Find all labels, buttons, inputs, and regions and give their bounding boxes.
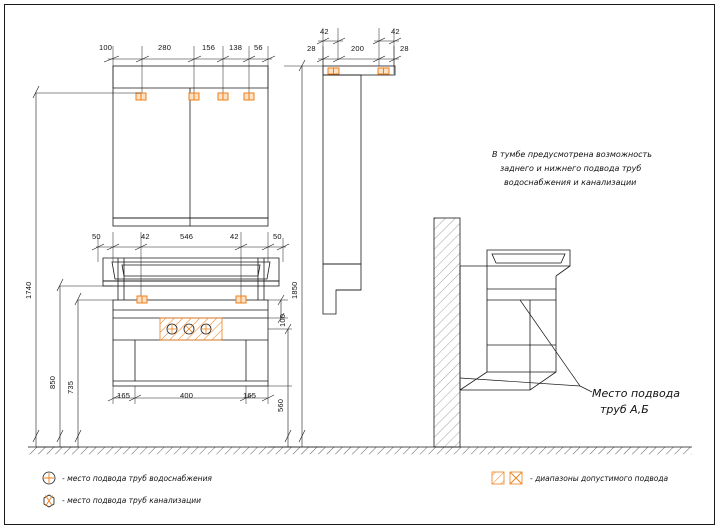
callout-line-2: труб А,Б: [600, 403, 649, 416]
note-line-2: заднего и нижнего подвода труб: [500, 164, 642, 173]
dim-front-bottom-400: 400: [180, 391, 194, 400]
dim-vert-850: 850: [48, 375, 57, 389]
dim-front-bottom-165-left: 165: [117, 391, 131, 400]
note-line-1: В тумбе предусмотрена возможность: [492, 150, 652, 159]
dim-front-mid-50-left: 50: [92, 232, 101, 241]
dim-front-top-156: 156: [202, 43, 216, 52]
dim-side-top-200: 200: [351, 44, 365, 53]
note-line-3: водоснабжения и канализации: [504, 178, 637, 187]
dim-side-top-42-left: 42: [320, 27, 329, 36]
callout-line-1: Место подвода: [592, 387, 681, 400]
legend-item-water: - место подвода труб водоснабжения: [62, 474, 212, 483]
dim-side-top-28-left: 28: [307, 44, 316, 53]
dim-vert-100: 100: [278, 313, 287, 327]
dim-vert-560: 560: [276, 398, 285, 412]
legend-item-sewer: - место подвода труб канализации: [62, 496, 201, 505]
dim-front-top-100: 100: [99, 43, 113, 52]
dim-front-top-280: 280: [158, 43, 172, 52]
dim-front-mid-42-left: 42: [141, 232, 150, 241]
dim-front-mid-50-right: 50: [273, 232, 282, 241]
dim-front-top-56: 56: [254, 43, 263, 52]
dim-vert-735: 735: [66, 380, 75, 394]
dim-vert-1850: 1850: [290, 281, 299, 299]
dim-front-mid-546: 546: [180, 232, 194, 241]
dim-side-top-28-right: 28: [400, 44, 409, 53]
dim-front-top-138: 138: [229, 43, 243, 52]
dim-front-bottom-165-right: 165: [243, 391, 257, 400]
legend-item-range: - диапазоны допустимого подвода: [530, 474, 669, 483]
dim-vert-1740: 1740: [24, 281, 33, 299]
dim-front-mid-42-right: 42: [230, 232, 239, 241]
dim-side-top-42-right: 42: [391, 27, 400, 36]
